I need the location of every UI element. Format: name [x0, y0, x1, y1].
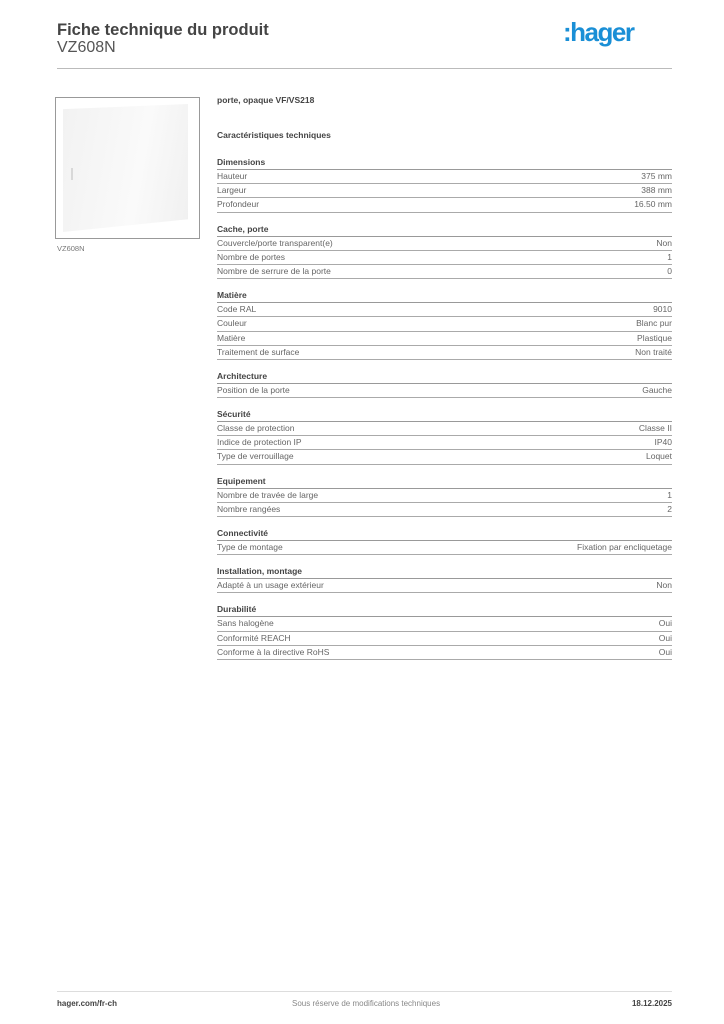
spec-value: 9010 [653, 304, 672, 315]
footer-date: 18.12.2025 [631, 999, 672, 1008]
spec-label: Position de la porte [217, 384, 290, 395]
spec-section [217, 156, 672, 213]
spec-row [217, 332, 672, 346]
section-title: Matière [217, 289, 672, 303]
characteristics-title: Caractéristiques techniques [217, 130, 331, 140]
spec-section [217, 408, 672, 465]
spec-row [217, 422, 672, 436]
spec-label: Nombre rangées [217, 503, 281, 514]
spec-section [217, 527, 672, 555]
spec-value: Non traité [635, 346, 672, 357]
spec-sheet [217, 95, 672, 660]
spec-row [217, 198, 672, 212]
section-title: Equipement [217, 475, 672, 489]
spec-label: Profondeur [217, 199, 260, 210]
spec-row [217, 384, 672, 398]
spec-value: Loquet [646, 451, 672, 462]
spec-value: Oui [658, 618, 672, 629]
product-description: porte, opaque VF/VS218 [217, 95, 315, 105]
spec-label: Matière [217, 332, 246, 343]
spec-label: Largeur [217, 185, 247, 196]
header-divider [57, 68, 672, 69]
spec-row [217, 541, 672, 555]
spec-section [217, 565, 672, 593]
spec-value: Gauche [642, 384, 672, 395]
spec-label: Classe de protection [217, 423, 295, 434]
spec-label: Sans halogène [217, 618, 274, 629]
door-illustration [63, 104, 188, 232]
section-title: Durabilité [217, 603, 672, 617]
spec-row [217, 170, 672, 184]
section-title: Sécurité [217, 408, 672, 422]
spec-row [217, 303, 672, 317]
spec-label: Traitement de surface [217, 346, 300, 357]
spec-value: Non [656, 237, 672, 248]
spec-row [217, 489, 672, 503]
hager-logo: :hager [563, 17, 634, 47]
spec-section [217, 223, 672, 280]
spec-label: Indice de protection IP [217, 437, 302, 448]
spec-value: Blanc pur [636, 318, 672, 329]
spec-value: 388 mm [641, 185, 672, 196]
spec-label: Nombre de portes [217, 251, 286, 262]
spec-value: Oui [658, 646, 672, 657]
door-handle [71, 168, 73, 180]
section-title: Installation, montage [217, 565, 672, 579]
page-title: Fiche technique du produit [57, 21, 269, 39]
spec-value: 1 [667, 251, 672, 262]
spec-label: Type de montage [217, 542, 283, 552]
spec-value: 2 [667, 503, 672, 514]
spec-sections [217, 156, 672, 660]
spec-value: 0 [667, 265, 672, 276]
product-code: VZ608N [57, 39, 116, 56]
spec-section [217, 289, 672, 360]
spec-row [217, 503, 672, 517]
footer-disclaimer: Sous réserve de modifications techniques [292, 999, 441, 1008]
spec-row [217, 184, 672, 198]
spec-label: Couvercle/porte transparent(e) [217, 237, 333, 248]
spec-value: 375 mm [641, 171, 672, 181]
spec-row [217, 579, 672, 593]
product-image [55, 97, 200, 239]
spec-value: Non [656, 580, 672, 591]
spec-row [217, 450, 672, 464]
spec-row [217, 346, 672, 360]
spec-label: Couleur [217, 318, 247, 329]
spec-value: IP40 [654, 437, 672, 448]
spec-value: Classe II [638, 423, 672, 434]
spec-row [217, 251, 672, 265]
spec-label: Nombre de serrure de la porte [217, 265, 331, 276]
spec-row [217, 436, 672, 450]
spec-row [217, 237, 672, 251]
spec-label: Conforme à la directive RoHS [217, 646, 330, 657]
spec-section [217, 370, 672, 398]
section-title: Cache, porte [217, 223, 672, 237]
spec-label: Code RAL [217, 304, 257, 315]
spec-section [217, 475, 672, 517]
footer-website-link[interactable]: hager.com/fr-ch [57, 999, 118, 1008]
spec-value: 1 [667, 489, 672, 500]
footer-divider [57, 991, 672, 992]
spec-label: Nombre de travée de large [217, 489, 319, 500]
spec-label: Adapté à un usage extérieur [217, 580, 324, 591]
spec-row [217, 632, 672, 646]
spec-label: Conformité REACH [217, 632, 291, 643]
section-title: Connectivité [217, 527, 672, 541]
section-title: Architecture [217, 370, 672, 384]
spec-section [217, 603, 672, 660]
spec-row [217, 617, 672, 631]
spec-row [217, 646, 672, 660]
spec-label: Hauteur [217, 171, 248, 181]
image-caption: VZ608N [57, 244, 85, 253]
spec-value: Oui [658, 632, 672, 643]
spec-value: Plastique [637, 332, 672, 343]
spec-value: Fixation par encliquetage [577, 542, 672, 552]
spec-value: 16.50 mm [634, 199, 672, 210]
spec-row [217, 265, 672, 279]
spec-label: Type de verrouillage [217, 451, 294, 462]
section-title: Dimensions [217, 156, 672, 170]
spec-row [217, 317, 672, 331]
